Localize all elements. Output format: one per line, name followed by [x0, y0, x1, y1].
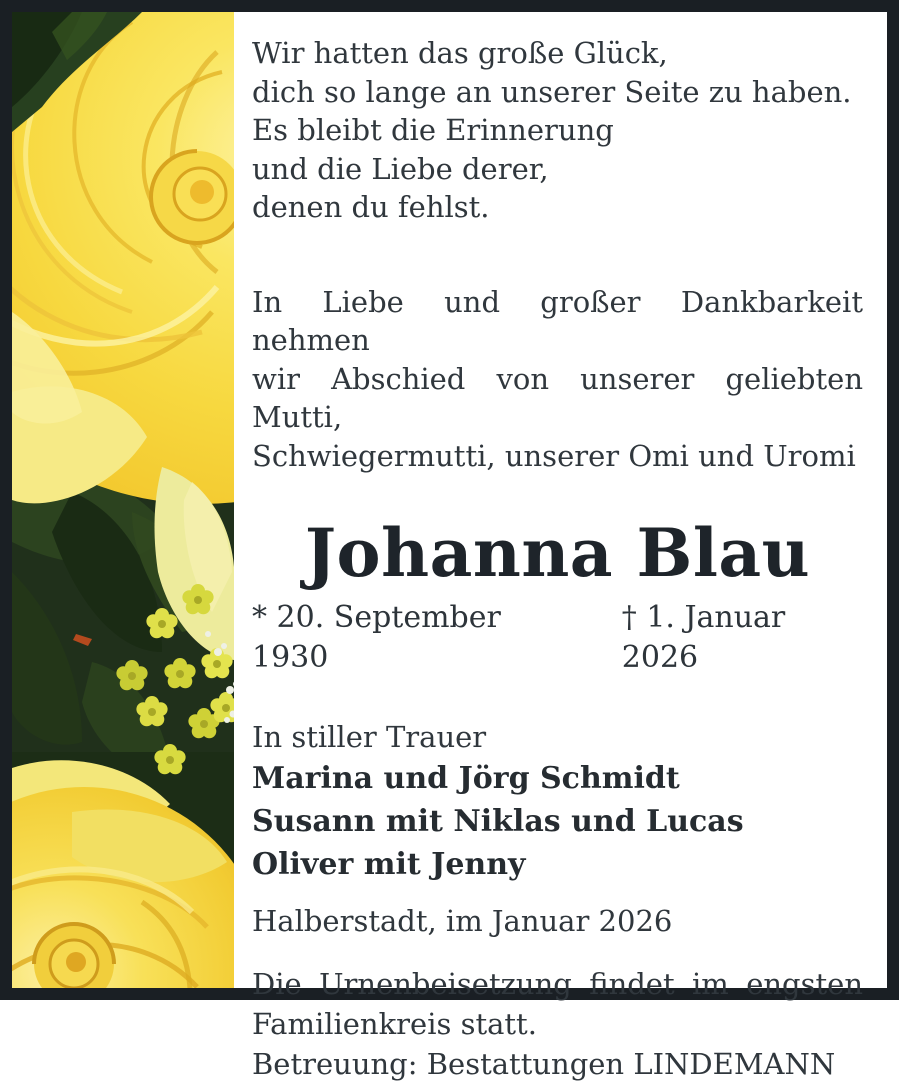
intro-line: wir Abschied von unserer geliebten Mutti,: [252, 361, 863, 434]
mourner: Marina und Jörg Schmidt: [252, 760, 680, 796]
funeral-line: Die Urnenbeisetzung findet im engsten: [252, 967, 863, 1001]
notice-text-column: [234, 12, 887, 1081]
mourner: Susann mit Niklas und Lucas: [252, 803, 744, 839]
death-date: † 1. Januar 2026: [621, 600, 786, 675]
funeral-home-line: Betreuung: Bestattungen LINDEMANN: [252, 1047, 836, 1081]
verse-line: Wir hatten das große Glück,: [252, 36, 668, 70]
birth-date: * 20. September 1930: [252, 600, 501, 675]
intro-paragraph: [252, 283, 863, 476]
life-dates: [252, 598, 863, 678]
roses-illustration: [12, 12, 234, 988]
opening-verse: [252, 34, 863, 227]
verse-line: und die Liebe derer,: [252, 151, 549, 186]
place-and-date: Halberstadt, im Januar 2026: [252, 903, 673, 938]
intro-line: In Liebe und großer Dankbarkeit nehmen: [252, 284, 863, 357]
funeral-line: Familienkreis statt.: [252, 1007, 537, 1041]
mourners-list: [252, 757, 863, 886]
mourning-label: In stiller Trauer: [252, 720, 487, 754]
obituary-notice: [12, 12, 887, 1081]
intro-line: Schwiegermutti, unserer Omi und Uromi: [252, 438, 856, 473]
yellow-roses-photo: [12, 12, 234, 988]
deceased-name: Johanna Blau: [304, 514, 811, 592]
mourner: Oliver mit Jenny: [252, 846, 526, 882]
funeral-info: [252, 964, 863, 1084]
verse-line: denen du fehlst.: [252, 190, 490, 224]
verse-line: dich so lange an unserer Seite zu haben.: [252, 74, 852, 109]
verse-line: Es bleibt die Erinnerung: [252, 113, 614, 147]
